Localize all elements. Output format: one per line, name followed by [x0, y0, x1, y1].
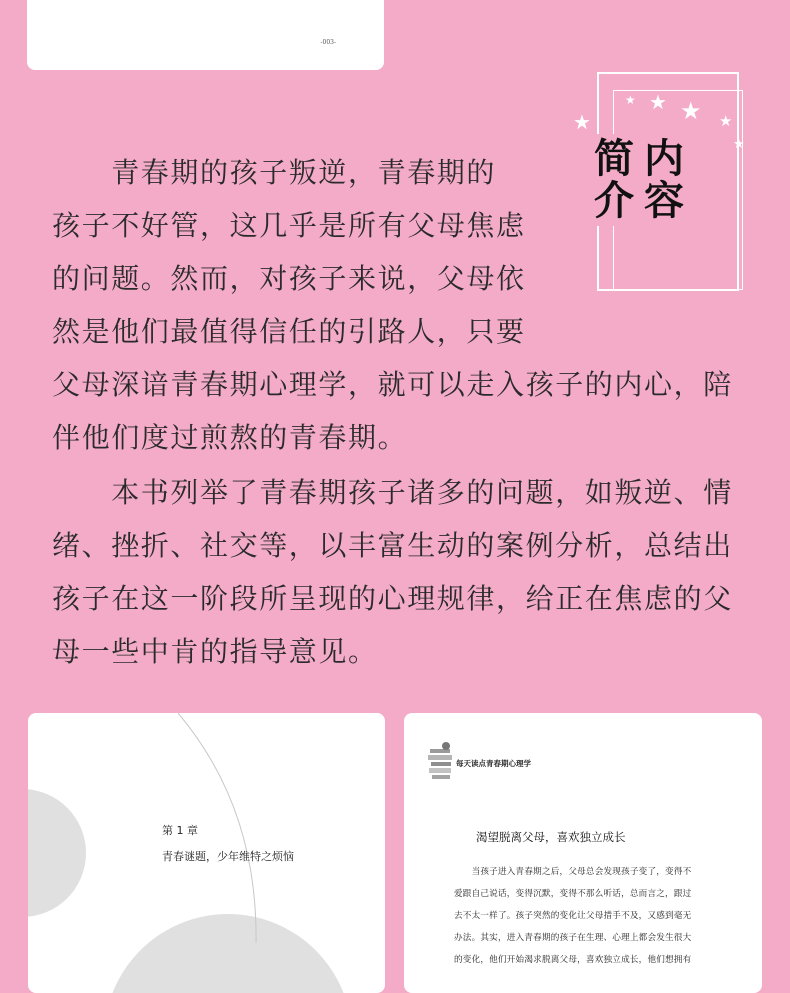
section-title: 渴望脱离父母，喜欢独立成长 [476, 830, 626, 844]
running-header: 每天读点青春期心理学 [456, 759, 531, 768]
badge-char: 容 [644, 178, 684, 224]
chapter-title: 青春谜题，少年维特之烦恼 [162, 850, 294, 863]
text-line: 本书列举了青春期孩子诸多的问题，如叛逆、情 [52, 476, 733, 509]
page-number: -003- [320, 39, 336, 46]
badge-char: 简 [594, 136, 634, 182]
text-line: 的问题。然而，对孩子来说，父母依 [52, 262, 526, 295]
top-book-page [27, 0, 384, 70]
body-line: 当孩子进入青春期之后，父母总会发现孩子变了，变得不 [454, 867, 692, 877]
star-icon: ★ [625, 93, 636, 107]
books-icon [426, 741, 456, 783]
description-paragraph-1 [52, 146, 742, 464]
star-icon: ★ [733, 137, 745, 152]
text-line: 孩子不好管，这几乎是所有父母焦虑 [52, 209, 526, 242]
body-line: 去不太一样了。孩子突然的变化让父母措手不及，又感到毫无 [454, 911, 692, 921]
text-line: 绪、挫折、社交等，以丰富生动的案例分析，总结出 [52, 529, 733, 562]
text-line: 然是他们最值得信任的引路人，只要 [52, 315, 526, 348]
badge-char: 内 [644, 136, 684, 182]
star-icon: ★ [573, 110, 591, 134]
body-line: 的变化，他们开始渴求脱离父母，喜欢独立成长，他们想拥有 [454, 955, 692, 965]
chapter-page [28, 713, 385, 993]
text-line: 母一些中肯的指导意见。 [52, 635, 378, 668]
body-line: 爱跟自己说话，变得沉默，变得不那么听话，总而言之，跟过 [454, 889, 692, 899]
star-icon: ★ [680, 97, 702, 125]
text-line: 父母深谙青春期心理学，就可以走入孩子的内心，陪 [52, 368, 733, 401]
body-line: 办法。其实，进入青春期的孩子在生理、心理上都会发生很大 [454, 933, 692, 943]
deco-circle-bottom [104, 914, 352, 993]
text-line: 伴他们度过煎熬的青春期。 [52, 421, 408, 454]
text-line: 青春期的孩子叛逆，青春期的 [52, 156, 497, 189]
content-page [404, 713, 762, 993]
description-paragraph-2 [52, 466, 742, 678]
text-line: 孩子在这一阶段所呈现的心理规律，给正在焦虑的父 [52, 582, 733, 615]
badge-char: 介 [594, 178, 634, 224]
chapter-number: 第 1 章 [162, 824, 198, 837]
deco-circle-left [28, 789, 86, 917]
star-icon: ★ [719, 112, 733, 130]
star-icon: ★ [649, 90, 667, 114]
